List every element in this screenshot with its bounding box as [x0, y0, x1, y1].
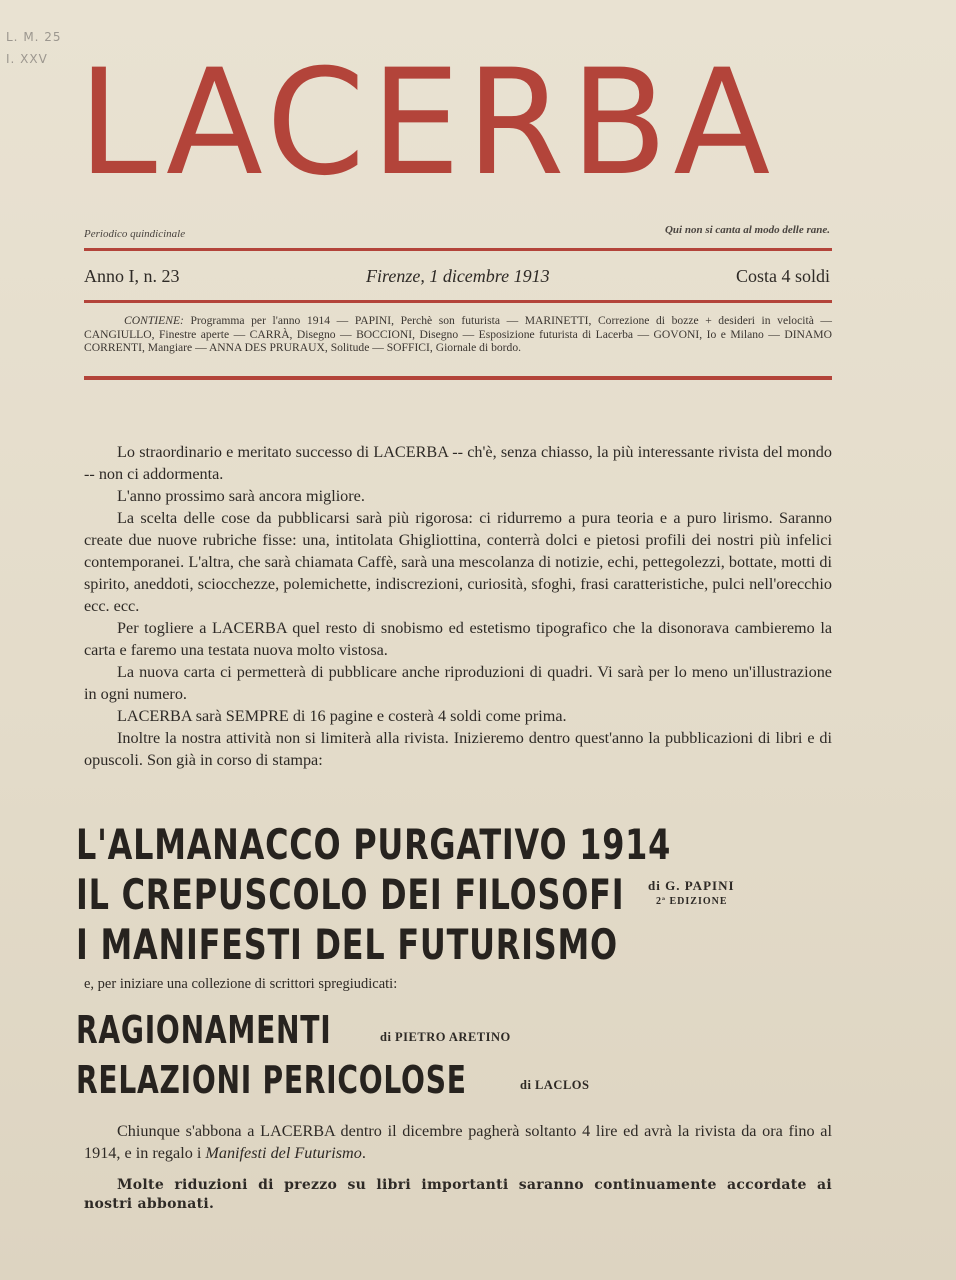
paragraph: Inoltre la nostra attività non si limiterà alla rivista. Inizieremo dentro quest'anno la pubblicazioni di libri e di opuscoli. Son già in corso di stampa:: [84, 729, 832, 769]
article-body: [84, 441, 832, 771]
discount-note: [84, 1176, 832, 1214]
contents-summary: [84, 314, 832, 355]
issue-price: Costa 4 soldi: [735, 266, 830, 286]
subscription-text: Chiunque s'abbona a LACERBA dentro il dicembre pagherà soltanto 4 lire ed avrà la rivista da ora fino al 1914, e in regalo i: [84, 1122, 832, 1162]
pencil-annotation: [6, 26, 62, 70]
issue-number: Anno I, n. 23: [84, 266, 180, 286]
subscription-end: .: [361, 1144, 366, 1162]
paragraph: La scelta delle cose da pubblicarsi sarà più rigorosa: ci ridurremo a pura teoria e a puro lirismo. Saranno create due nuove rubriche fisse: una, intitolata Ghigliottina, conterrà dolci e pietosi profili dei nostri più infelici contemporanei. L'altra, che sarà chiamata Caffè, sarà una mescolanza di notizie, echi, pettegolezzi, bottate, motti di spirito, aneddoti, sciocchezze, polemichette, indiscrezioni, curiosità, sfoghi, frasi caratteristiche, pulci nell'orecchio ecc. ecc.: [84, 509, 832, 615]
paragraph: Per togliere a LACERBA quel resto di snobismo ed estetismo tipografico che la disonorava cambieremo la carta e faremo una testata nuova molto vistosa.: [84, 619, 832, 659]
book-title-relazioni: RELAZIONI PERICOLOSE: [76, 1058, 467, 1102]
contents-text: Programma per l'anno 1914 — PAPINI, Perchè son futurista — MARINETTI, Correzione di bozze + desideri in velocità — CANGIULLO, Finestre aperte — CARRÀ, Disegno — BOCCIONI, Disegno — Esposizione futurista di Lacerba — GOVONI, Io e Milano — DINAMO CORRENTI, Mangiare — ANNA DES PRURAUX, Solitude — SOFFICI, Giornale di bordo.: [84, 314, 832, 354]
mid-rule: [84, 300, 832, 303]
book-title-ragionamenti: RAGIONAMENTI: [76, 1008, 332, 1052]
book-title-almanacco: L'ALMANACCO PURGATIVO 1914: [76, 820, 672, 869]
periodicity-label: Periodico quindicinale: [84, 228, 186, 240]
book-author-aretino: di PIETRO ARETINO: [380, 1030, 511, 1044]
book-author-laclos: di LACLOS: [520, 1078, 590, 1092]
pencil-mark-1: L. M. 25: [6, 30, 62, 44]
book-title-manifesti: I MANIFESTI DEL FUTURISMO: [76, 920, 618, 969]
book-edition: 2ª EDIZIONE: [656, 896, 728, 907]
subtitle-line: [84, 224, 832, 242]
book-author-papini: di G. PAPINI: [648, 878, 735, 893]
collection-intro: e, per iniziare una collezione di scrittori spregiudicati:: [84, 976, 398, 992]
issue-line: [84, 266, 832, 292]
paragraph: Lo straordinario e meritato successo di LACERBA -- ch'è, senza chiasso, la più interessante rivista del mondo -- non ci addormenta.: [84, 443, 832, 483]
subscription-offer: [84, 1120, 832, 1164]
subscription-gift: Manifesti del Futurismo: [205, 1144, 362, 1162]
paragraph: LACERBA sarà SEMPRE di 16 pagine e costerà 4 soldi come prima.: [117, 707, 567, 725]
discount-text: Molte riduzioni di prezzo su libri importanti saranno continuamente accordate ai nostri abbonati.: [84, 1177, 832, 1212]
motto: Qui non si canta al modo delle rane.: [664, 224, 830, 236]
pencil-mark-2: I. XXV: [6, 52, 48, 66]
paragraph: L'anno prossimo sarà ancora migliore.: [117, 487, 365, 505]
paragraph: La nuova carta ci permetterà di pubblicare anche riproduzioni di quadri. Vi sarà per lo meno un'illustrazione in ogni numero.: [84, 663, 832, 703]
issue-date: Firenze, 1 dicembre 1913: [366, 266, 550, 286]
contents-lead: CONTIENE:: [124, 314, 184, 327]
book-title-crepuscolo: IL CREPUSCOLO DEI FILOSOFI: [76, 870, 625, 919]
masthead-title: LACERBA: [78, 38, 777, 208]
contents-rule: [84, 376, 832, 380]
subscription-paragraph: [84, 1120, 832, 1164]
top-rule: [84, 248, 832, 251]
